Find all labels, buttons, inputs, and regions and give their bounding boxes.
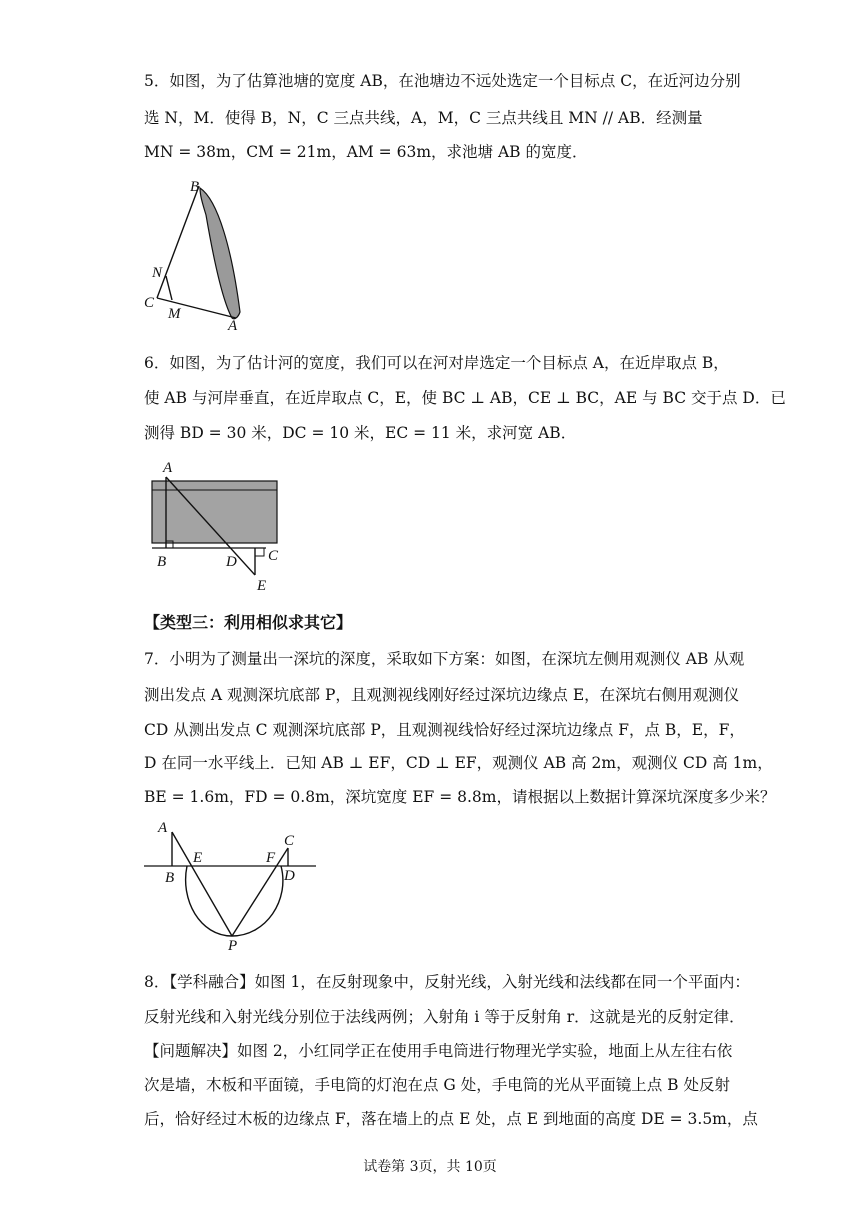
label-B: B: [157, 554, 167, 570]
p7-line-5: BE = 1.6m，FD = 0.8m，深坑宽度 EF = 8.8m，请根据以上数据计算深坑深度多少米？: [144, 788, 776, 806]
p6-line-3: 测得 BD = 30 米，DC = 10 米，EC = 11 米，求河宽 AB．: [144, 424, 577, 442]
label-A: A: [228, 318, 238, 334]
p8-line-1: 8．【学科融合】如图 1，在反射现象中，反射光线，入射光线和法线都在同一个平面内：: [144, 973, 750, 991]
p6-line-1: 6．如图，为了估计河的宽度，我们可以在河对岸选定一个目标点 A，在近岸取点 B，: [144, 354, 729, 372]
label-E: E: [193, 850, 203, 866]
label-N: N: [152, 265, 163, 281]
label-C: C: [144, 295, 155, 311]
label-D: D: [226, 554, 237, 570]
p7-line-1: 7．小明为了测量出一深坑的深度，采取如下方案：如图，在深坑左侧用观测仪 AB 从观: [144, 650, 745, 668]
p6-line-2: 使 AB 与河岸垂直，在近岸取点 C，E，使 BC ⊥ AB，CE ⊥ BC，AE 与 BC 交于点 D．已: [144, 389, 786, 407]
p7-line-3: CD 从测出发点 C 观测深坑底部 P，且观测视线恰好经过深坑边缘点 F，点 B，E，F，: [144, 721, 745, 739]
label-A: A: [163, 460, 173, 476]
label-P: P: [228, 938, 238, 954]
label-M: M: [168, 306, 181, 322]
p8-line-4: 次是墙，木板和平面镜，手电筒的灯泡在点 G 处，手电筒的光从平面镜上点 B 处反射: [144, 1076, 730, 1094]
page-footer: 试卷第 3页，共 10页: [363, 1159, 497, 1175]
p5-line-3: MN = 38m，CM = 21m，AM = 63m，求池塘 AB 的宽度．: [144, 143, 588, 161]
p7-line-4: D 在同一水平线上．已知 AB ⊥ EF，CD ⊥ EF，观测仪 AB 高 2m，观测仪 CD 高 1m，: [144, 754, 773, 772]
pit-arc: [186, 866, 283, 936]
p5-line-1: 5．如图，为了估算池塘的宽度 AB，在池塘边不远处选定一个目标点 C，在近河边分别: [144, 72, 741, 90]
section-heading: 【类型三：利用相似求其它】: [144, 613, 353, 632]
label-E: E: [257, 578, 267, 594]
p5-line-2: 选 N，M．使得 B，N，C 三点共线，A，M，C 三点共线且 MN // AB．经测量: [144, 109, 703, 127]
label-F: F: [266, 850, 276, 866]
label-B: B: [165, 870, 175, 886]
label-D: D: [284, 868, 295, 884]
p8-line-2: 反射光线和入射光线分别位于法线两例；入射角 i 等于反射角 r．这就是光的反射定律．: [144, 1008, 745, 1026]
label-C: C: [284, 833, 295, 849]
label-C: C: [268, 548, 279, 564]
label-A: A: [158, 820, 168, 836]
p8-line-3: 【问题解决】如图 2，小红同学正在使用手电筒进行物理光学实验，地面上从左往右依: [144, 1042, 733, 1060]
p8-line-5: 后，恰好经过木板的边缘点 F，落在墙上的点 E 处，点 E 到地面的高度 DE = 3.5m，点: [144, 1110, 758, 1128]
p7-line-2: 测出发点 A 观测深坑底部 P，且观测视线刚好经过深坑边缘点 E，在深坑右侧用观测仪: [144, 686, 740, 704]
label-B: B: [190, 179, 200, 195]
